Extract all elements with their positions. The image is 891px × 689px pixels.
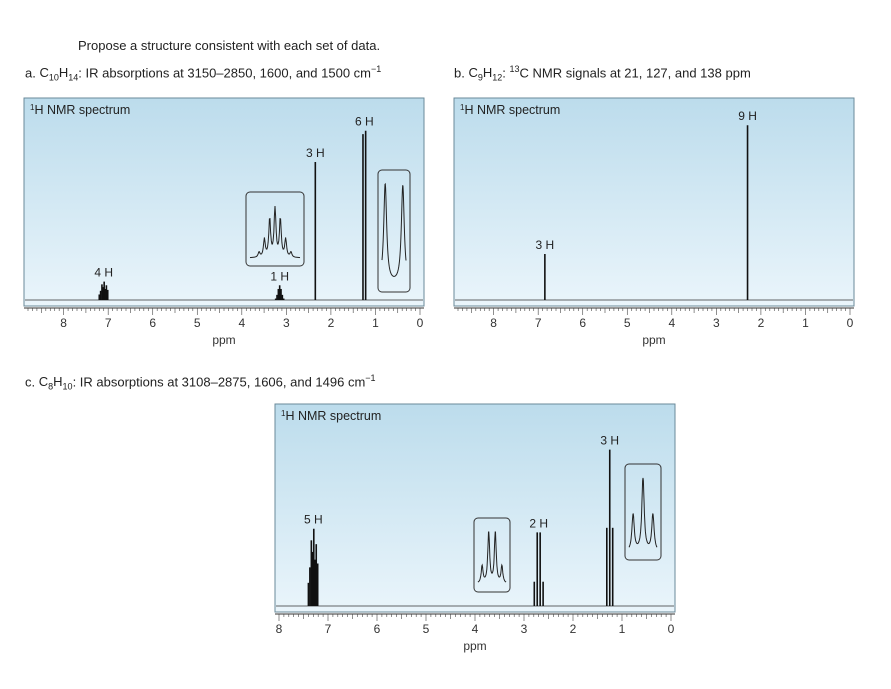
problem-c-text	[25, 373, 376, 392]
nmr-chart-b	[452, 96, 858, 348]
problem-a-letter: a.	[25, 65, 36, 81]
spectrum-panel	[454, 98, 854, 306]
integration-label: 1 H	[270, 269, 290, 284]
tick-label: 0	[416, 316, 424, 330]
nmr-chart-a	[22, 96, 428, 348]
integration-label: 5 H	[303, 512, 323, 527]
problem-b-isotope: 13	[509, 64, 520, 74]
tick-label: 3	[520, 622, 528, 636]
tick-label: 0	[846, 316, 854, 330]
x-axis-label: ppm	[463, 639, 487, 653]
tick-label: 5	[422, 622, 430, 636]
tick-label: 3	[713, 316, 720, 330]
tick-label: 1	[618, 622, 626, 636]
integration-label: 6 H	[354, 114, 374, 129]
integration-label: 9 H	[738, 109, 757, 124]
integration-label: 3 H	[305, 146, 325, 160]
tick-label: 7	[534, 316, 542, 330]
spectrum-panel	[24, 98, 424, 306]
x-axis-label: ppm	[212, 333, 236, 347]
problem-c-description: : IR absorptions at 3108–2875, 1606, and 1496 cm	[72, 374, 366, 390]
tick-label: 8	[490, 316, 497, 330]
integration-label: 3 H	[600, 433, 620, 448]
integration-label: 4 H	[94, 265, 114, 280]
tick-label: 6	[579, 316, 587, 330]
problem-b-letter: b.	[454, 65, 465, 81]
tick-label: 6	[149, 316, 157, 330]
tick-label: 4	[238, 316, 246, 330]
tick-label: 5	[623, 316, 631, 330]
tick-label: 3	[283, 316, 290, 330]
tick-label: 1	[802, 316, 809, 330]
problem-a-text	[25, 64, 381, 83]
chart-title: $^1$H NMR spectrum	[30, 103, 131, 117]
tick-label: 4	[668, 316, 676, 330]
tick-label: 2	[569, 622, 577, 636]
problem-c-formula: $C_8H_{10}$	[38, 374, 73, 392]
problem-a-unit-exp: −1	[371, 64, 382, 74]
tick-label: 8	[60, 316, 67, 330]
tick-label: 2	[757, 316, 765, 330]
instructions-heading: Propose a structure consistent with each set of data.	[78, 38, 381, 53]
tick-label: 7	[324, 622, 332, 636]
tick-label: 8	[275, 622, 283, 636]
tick-label: 5	[193, 316, 201, 330]
tick-label: 1	[372, 316, 379, 330]
nmr-chart-c	[273, 402, 679, 660]
integration-label: 3 H	[535, 238, 555, 252]
integration-label: 2 H	[529, 516, 549, 531]
chart-title: $^1$H NMR spectrum	[460, 103, 561, 117]
tick-label: 7	[104, 316, 112, 330]
problem-b-description: C NMR signals at 21, 127, and 138 ppm	[519, 65, 751, 81]
problem-c-unit-exp: −1	[365, 373, 376, 383]
x-axis-label: ppm	[642, 333, 666, 347]
tick-label: 0	[667, 622, 675, 636]
problem-b-text: b. $C_9H_{12}$: $^{13}$C NMR signals at 21, 127, and 138 ppm	[454, 64, 751, 83]
problem-b-formula: $C_9H_{12}$	[468, 65, 503, 83]
chart-title: $^1$H NMR spectrum	[281, 409, 382, 423]
tick-label: 4	[471, 622, 479, 636]
tick-label: 6	[373, 622, 381, 636]
problem-a-description: : IR absorptions at 3150–2850, 1600, and 1500 cm	[78, 65, 371, 81]
problem-c-letter: c.	[25, 374, 36, 390]
tick-label: 2	[327, 316, 335, 330]
problem-a-formula: $C_{10}H_{14}$	[39, 65, 79, 83]
